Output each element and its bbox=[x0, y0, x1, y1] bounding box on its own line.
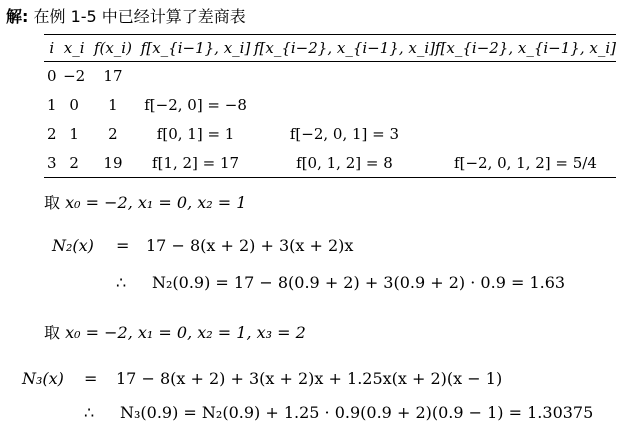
header-xi: x_i bbox=[60, 35, 89, 62]
table-cell bbox=[435, 62, 616, 91]
take-nodes-2 bbox=[44, 320, 306, 343]
table-cell: 2 bbox=[60, 149, 89, 178]
n2-polynomial: 17 − 8(x + 2) + 3(x + 2)x bbox=[146, 236, 354, 255]
n3-equals: = bbox=[84, 369, 98, 388]
header-fxi: f(x_i) bbox=[89, 35, 137, 62]
therefore-symbol: ∴ bbox=[116, 273, 127, 292]
table-cell: 0 bbox=[69, 96, 79, 114]
take-label: 取 bbox=[44, 193, 61, 212]
n3-evaluation: N₃(0.9) = N₂(0.9) + 1.25 · 0.9(0.9 + 2)(0.9 − 1) = 1.30375 bbox=[120, 403, 594, 422]
table-cell: 2 bbox=[108, 125, 118, 143]
nodes-expression: x₀ = −2, x₁ = 0, x₂ = 1 bbox=[65, 193, 247, 212]
table-cell: f[−2, 0, 1, 2] = 5/4 bbox=[435, 149, 616, 178]
table-cell: 3 bbox=[44, 149, 60, 178]
table-cell: 17 bbox=[103, 67, 123, 86]
n3-polynomial: 17 − 8(x + 2) + 3(x + 2)x + 1.25x(x + 2)(x − 1) bbox=[116, 369, 503, 388]
table-cell: f[1, 2] = 17 bbox=[137, 149, 254, 178]
table-cell: −2 bbox=[63, 67, 86, 86]
table-cell bbox=[254, 91, 435, 120]
take-label: 取 bbox=[44, 323, 61, 342]
table-cell: 0 bbox=[46, 67, 57, 86]
header-third-difference: f[x_{i−2}, x_{i−1}, x_i] bbox=[435, 35, 616, 62]
table-cell: 1 bbox=[46, 96, 57, 114]
table-row bbox=[44, 120, 616, 149]
intro-line bbox=[6, 4, 246, 27]
table-cell: 2 bbox=[46, 125, 57, 143]
table-cell: 1 bbox=[108, 96, 118, 114]
table-row bbox=[44, 91, 616, 120]
therefore-symbol: ∴ bbox=[84, 403, 95, 422]
header-i: i bbox=[44, 35, 60, 62]
table-cell bbox=[254, 62, 435, 91]
table-row bbox=[44, 149, 616, 178]
table-cell: f[−2, 0, 1] = 3 bbox=[289, 125, 400, 143]
table-cell: f[0, 1] = 1 bbox=[156, 125, 235, 143]
header-first-difference: f[x_{i−1}, x_i] bbox=[137, 35, 254, 62]
table-cell bbox=[137, 62, 254, 91]
n2-equals: = bbox=[116, 236, 130, 255]
table-cell: 19 bbox=[89, 149, 137, 178]
table-cell: f[−2, 0] = −8 bbox=[144, 96, 247, 114]
n2-lhs: N₂(x) bbox=[52, 236, 94, 255]
take-nodes-1 bbox=[44, 190, 246, 213]
n2-evaluation: N₂(0.9) = 17 − 8(0.9 + 2) + 3(0.9 + 2) · 0.9 = 1.63 bbox=[152, 273, 566, 292]
table-row bbox=[44, 62, 616, 91]
solution-label: 解: bbox=[6, 7, 29, 26]
header-second-difference: f[x_{i−2}, x_{i−1}, x_i] bbox=[254, 35, 435, 62]
n3-lhs: N₃(x) bbox=[22, 369, 64, 388]
intro-text: 在例 1-5 中已经计算了差商表 bbox=[33, 7, 246, 26]
table-cell: f[0, 1, 2] = 8 bbox=[254, 149, 435, 178]
table-header-row bbox=[44, 35, 616, 62]
table-cell bbox=[435, 120, 616, 149]
divided-difference-table bbox=[44, 34, 616, 178]
nodes-expression: x₀ = −2, x₁ = 0, x₂ = 1, x₃ = 2 bbox=[65, 323, 306, 342]
table-cell bbox=[435, 91, 616, 120]
table-cell: 1 bbox=[69, 125, 79, 143]
